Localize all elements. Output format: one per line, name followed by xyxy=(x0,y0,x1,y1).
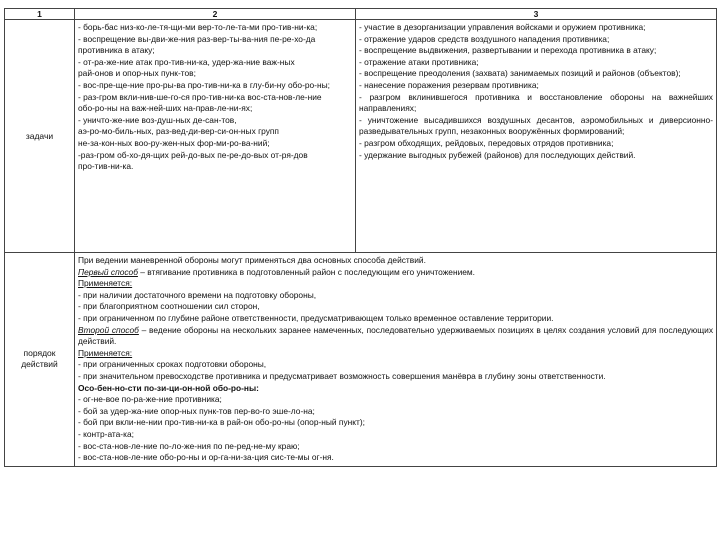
header-col-1: 1 xyxy=(5,9,75,20)
applied-item: - при ограниченном по глубине районе ответственности, предусматривающем только временное оставление территории. xyxy=(78,312,554,323)
tasks-col2-line: противника в атаку; xyxy=(78,45,155,56)
task-item: - отражение ударов средств воздушного нападения противника; xyxy=(359,33,610,44)
task-item: - разгром вклинившегося противника и восстановление обороны на важнейших направлениях; xyxy=(359,91,713,114)
applied-item: - при значительном превосходстве противника и предусматривает возможность совершения манёвра в глубину зоны ответственности. xyxy=(78,370,606,381)
tasks-col2-line: рай-онов и опор-ных пунк-тов; xyxy=(78,68,196,79)
first-method xyxy=(78,267,713,279)
task-item: - разгром обходящих, рейдовых, передовых отрядов противника; xyxy=(359,137,614,148)
tasks-col2-line: -раз-гром об-хо-дя-щих рей-до-вых пе-ре-до-вых от-ря-дов xyxy=(78,149,308,160)
task-item: - нанесение поражения резервам противника; xyxy=(359,79,539,90)
tasks-col2-line: - борь-бас низ-ко-ле-тя-щи-ми вер-то-ле-та-ми про-тив-ни-ка; xyxy=(78,22,318,32)
task-item: - удержание выгодных рубежей (районов) для последующих действий. xyxy=(359,149,636,160)
order-content xyxy=(75,253,717,467)
first-method-title: Первый способ xyxy=(78,266,138,277)
task-item: - участие в дезорганизации управления войсками и оружием противника; xyxy=(359,22,646,32)
second-method xyxy=(78,325,713,348)
task-item: - отражение атаки противника; xyxy=(359,56,479,67)
header-col-3: 3 xyxy=(356,9,717,20)
tasks-label: задачи xyxy=(5,20,75,253)
tasks-col2-line: не-за-кон-ных воо-ру-жен-ных фор-ми-ро-ва-ний; xyxy=(78,137,270,148)
feature-item: - ог-не-вое по-ра-же-ние противника; xyxy=(78,394,222,405)
tasks-col2-line: - от-ра-же-ние атак про-тив-ни-ка, удер-жа-ние важ-ных xyxy=(78,56,295,67)
header-col-2: 2 xyxy=(75,9,356,20)
feature-item: - контр-ата-ка; xyxy=(78,428,134,439)
feature-item: - вос-ста-нов-ле-ние обо-ро-ны и ор-га-ни-за-ция сис-те-мы ог-ня. xyxy=(78,452,334,463)
applied-item: - при наличии достаточного времени на подготовку обороны, xyxy=(78,289,317,300)
order-label: порядок действий xyxy=(5,253,75,467)
features-title: Осо-бен-но-сти по-зи-ци-он-ной обо-ро-ны: xyxy=(78,382,259,393)
feature-item: - бой за удер-жа-ние опор-ных пунк-тов пер-во-го эше-ло-на; xyxy=(78,405,315,416)
tasks-col2-line: - раз-гром вкли-нив-ше-го-ся про-тив-ни-ка вос-ста-нов-ле-ние xyxy=(78,91,322,102)
applied-label-1: Применяется: xyxy=(78,278,133,289)
task-item: - уничтожение высадившихся воздушных десантов, аэромобильных и диверсионно-разведывательных групп, незаконных вооружённых формирований; xyxy=(359,114,713,137)
tasks-col2-line: - воспрещение вы-дви-же-ния раз-вер-ты-ва-ния пе-ре-хо-да xyxy=(78,33,316,44)
tasks-col2-line: - вос-пре-ще-ние про-ры-ва про-тив-ни-ка в глу-би-ну обо-ро-ны; xyxy=(78,79,330,90)
applied-item: - при благоприятном соотношении сил сторон, xyxy=(78,301,260,312)
feature-item: - вос-ста-нов-ле-ние по-ло-же-ния по пе-ред-не-му краю; xyxy=(78,440,300,451)
header-row xyxy=(5,9,717,20)
tasks-col2-line: - уничто-же-ние воз-душ-ных де-сан-тов, xyxy=(78,114,237,125)
task-item: - воспрещение преодоления (захвата) занимаемых позиций и районов (объектов); xyxy=(359,68,681,79)
second-method-text: – ведение обороны на нескольких заранее намеченных, последовательно удерживаемых позициях в целях создания условий для последующих действий. xyxy=(78,324,714,347)
tasks-col2-line: обо-ро-ны на важ-ней-ших на-прав-ле-ни-ях; xyxy=(78,103,253,114)
order-intro: При ведении маневренной обороны могут применяться два основных способа действий. xyxy=(78,255,426,265)
feature-item: - бой при вкли-не-нии про-тив-ни-ка в рай-он обо-ро-ны (опор-ный пункт); xyxy=(78,417,365,428)
doctrine-table xyxy=(4,8,717,467)
applied-label-2: Применяется: xyxy=(78,347,133,358)
tasks-col2-line: про-тив-ни-ка. xyxy=(78,161,134,172)
tasks-col2-line: аэ-ро-мо-биль-ных, раз-вед-ди-вер-си-он-ных групп xyxy=(78,126,279,137)
tasks-col2 xyxy=(75,20,356,253)
second-method-title: Второй способ xyxy=(78,324,139,335)
applied-item: - при ограниченных сроках подготовки обороны, xyxy=(78,359,267,370)
tasks-row xyxy=(5,20,717,253)
task-item: - воспрещение выдвижения, развертывании и перехода противника в атаку; xyxy=(359,45,657,56)
order-row xyxy=(5,253,717,467)
tasks-col3 xyxy=(356,20,717,253)
first-method-text: – втягивание противника в подготовленный район с последующим его уничтожением. xyxy=(137,266,476,277)
